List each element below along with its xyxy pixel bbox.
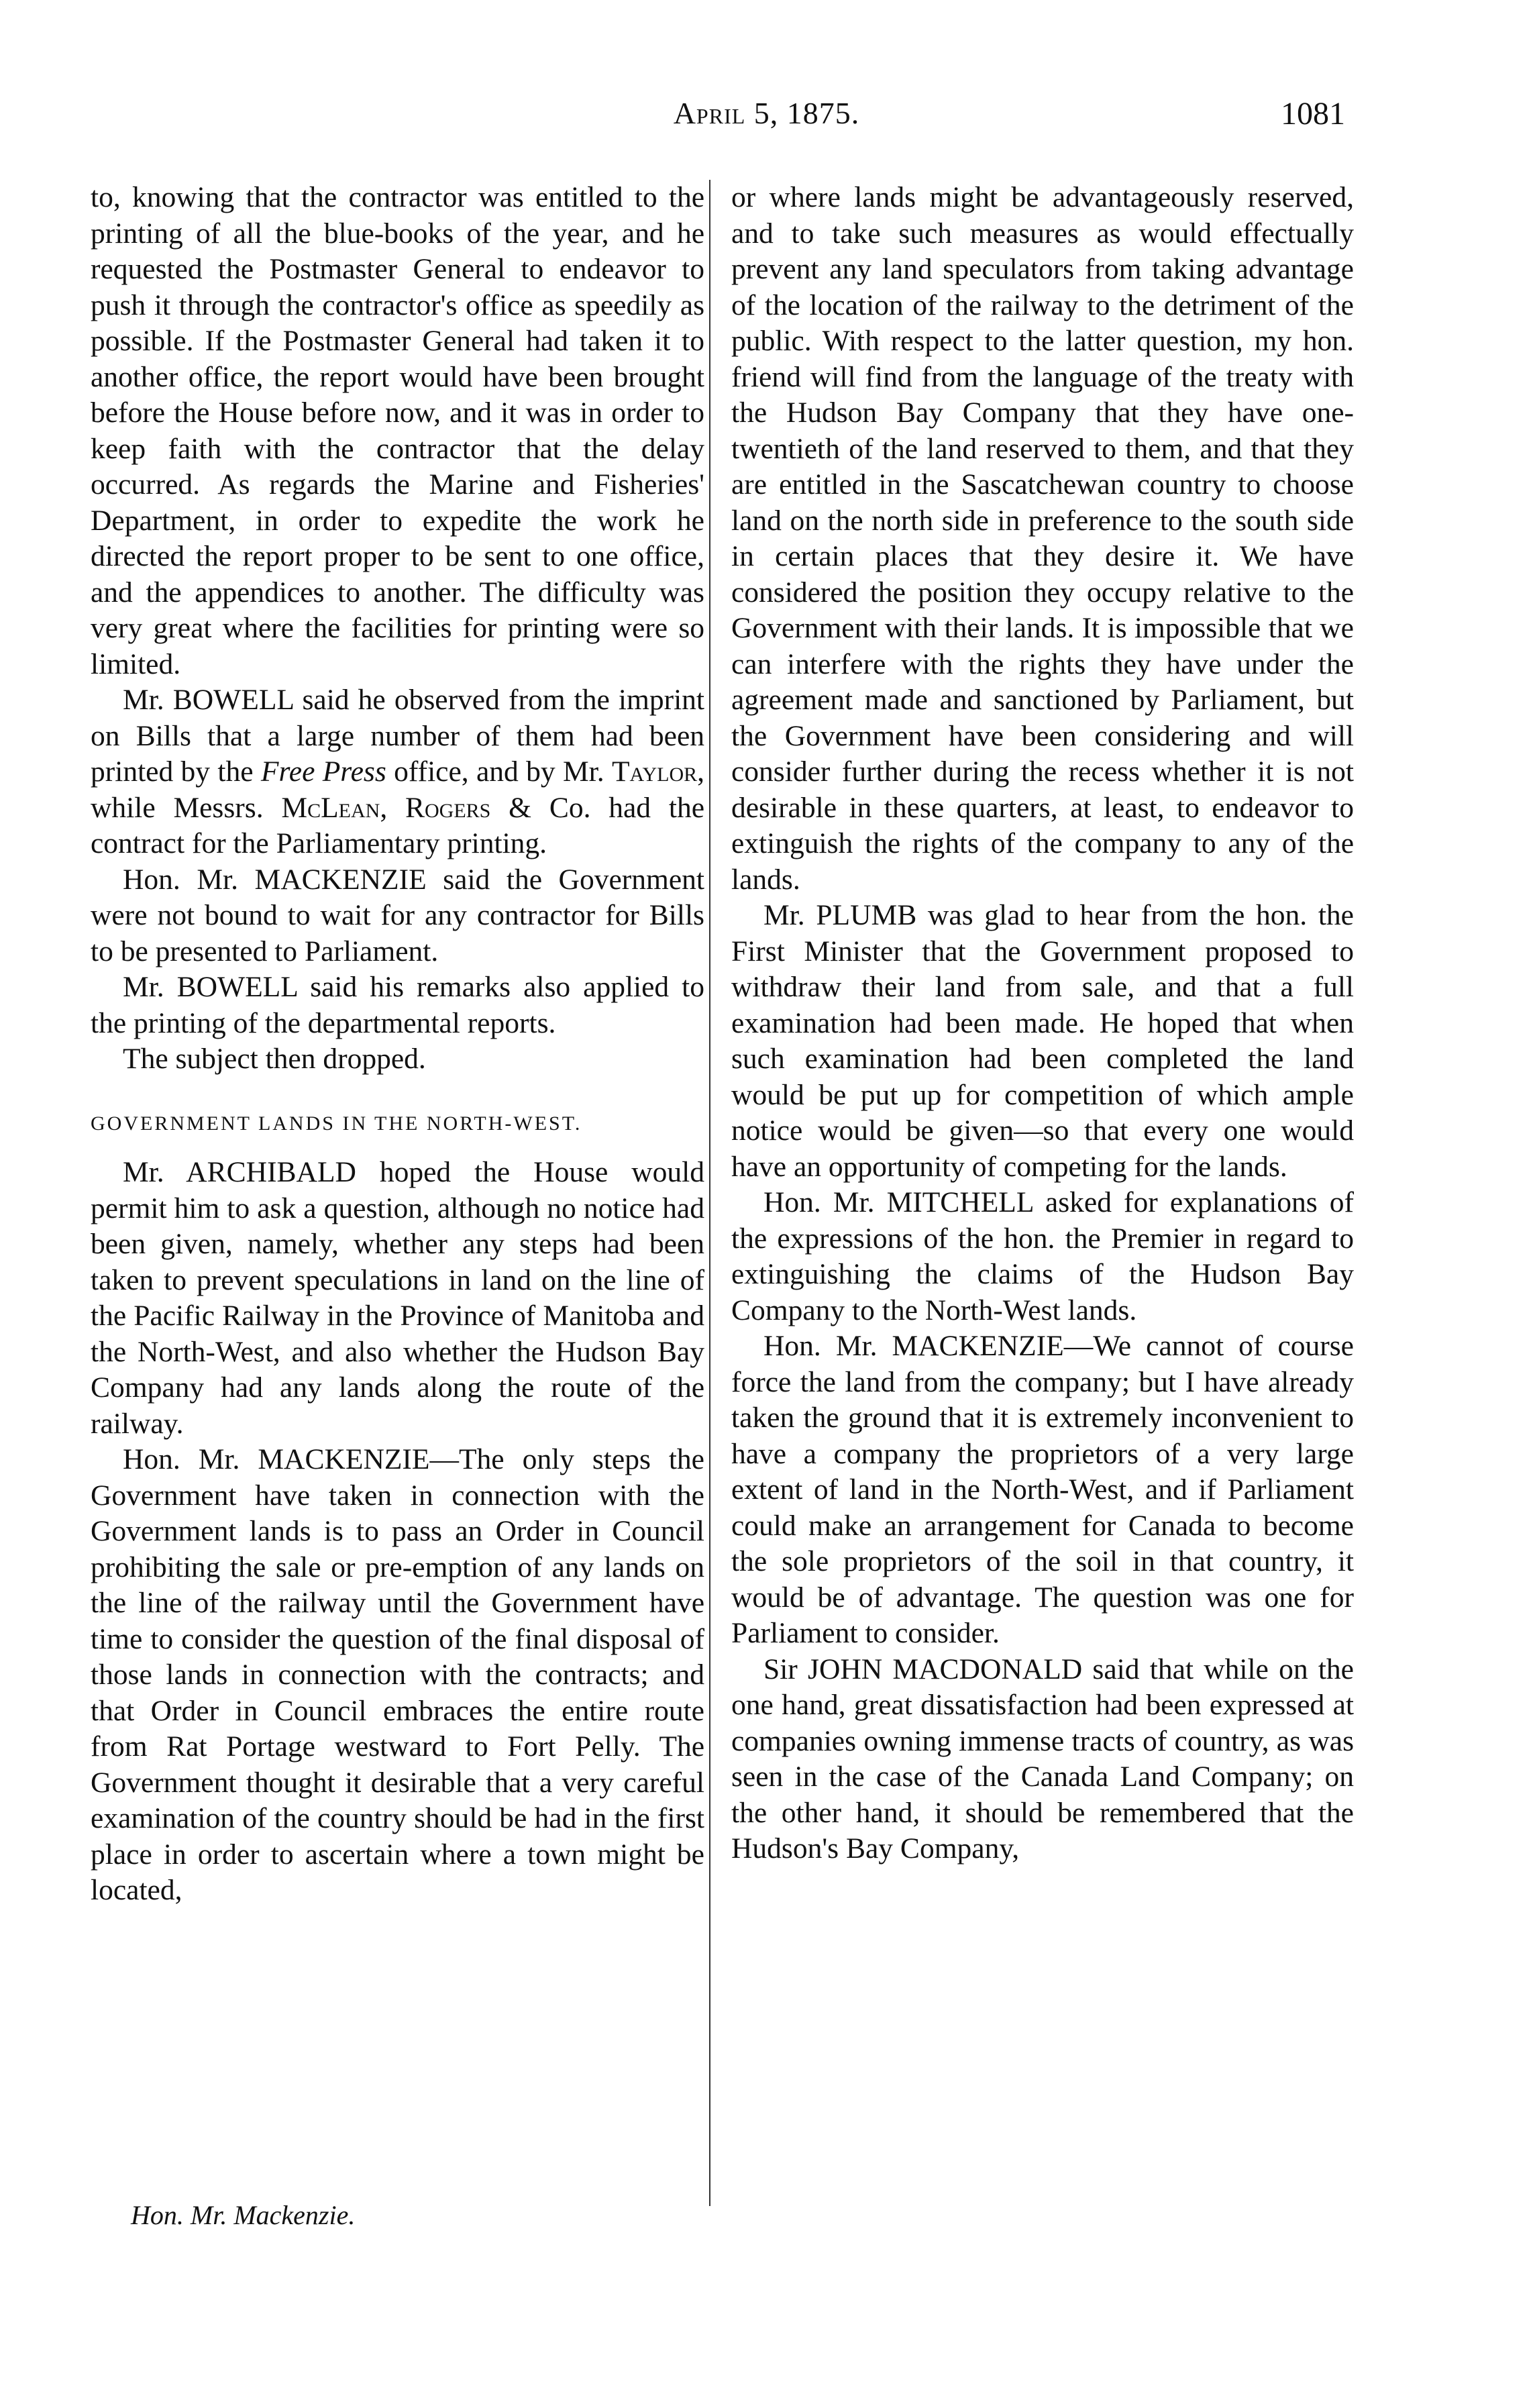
text-run: , while Messrs. bbox=[91, 755, 704, 824]
text-run: office, and by Mr. bbox=[386, 755, 612, 788]
left-column bbox=[91, 180, 704, 1909]
paragraph: to, knowing that the contractor was entitled to the printing of all the blue-books of the year, and he requested the Postmaster General to endeavor to push it through the contractor's office as speedily as possible. If the Postmaster General had taken it to another office, the report would have been brought before the House before now, and it was in order to keep faith with the contractor that the delay occurred. As regards the Marine and Fisheries' Department, in order to expedite the work he directed the report proper to be sent to one office, and the appendices to another. The difficulty was very great where the facilities for printing were so limited. bbox=[91, 181, 704, 680]
mclean-name: McLean bbox=[281, 791, 380, 824]
paragraph: Hon. Mr. MACKENZIE—The only steps the Government have taken in connection with the Government lands is to pass an Order in Council prohibiting the sale or pre-emption of any lands on the line of the railway until the Government have time to consider the question of the final disposal of those lands in connection with the contracts; and that Order in Council embraces the entire route from Rat Portage westward to Fort Pelly. The Government thought it desirable that a very careful examination of the country should be had in the first place in order to ascertain where a town might be located, bbox=[91, 1443, 704, 1906]
paragraph: Hon. Mr. MITCHELL asked for explanations of the expressions of the hon. the Premier in regard to extinguishing the claims of the Hudson Bay Company to the North-West lands. bbox=[731, 1186, 1354, 1326]
paragraph-bowell bbox=[91, 682, 704, 862]
footer-speaker: Hon. Mr. Mackenzie. bbox=[131, 2200, 356, 2230]
free-press-name: Free Press bbox=[260, 755, 386, 788]
text-run: Mr. BOWELL said he observed from the imprint on Bills that a large number of them had been printed by the bbox=[91, 684, 704, 788]
page-date: April 5, 1875. bbox=[673, 96, 860, 130]
paragraph: Mr. PLUMB was glad to hear from the hon. the First Minister that the Government proposed to withdraw their land from sale, and that a full examination had been made. He hoped that when such examination had been completed the land would be put up for competition of which ample notice would be given—so that every one would have an opportunity of competing for the lands. bbox=[731, 899, 1354, 1183]
paragraph: Mr. BOWELL said his remarks also applied to the printing of the departmental reports. bbox=[91, 971, 704, 1039]
section-heading: GOVERNMENT LANDS IN THE NORTH-WEST. bbox=[91, 1112, 582, 1135]
text-run: , bbox=[380, 791, 405, 824]
paragraph: Hon. Mr. MACKENZIE—We cannot of course force the land from the company; but I have already taken the ground that it is extremely inconvenient to have a company the proprietors of a very large extent of land in the North-West, and if Parliament could make an arrangement for Canada to become the sole proprietors of the soil in that country, it would be of advantage. The question was one for Parliament to consider. bbox=[731, 1330, 1354, 1649]
right-column bbox=[731, 180, 1354, 1867]
paragraph: Sir JOHN MACDONALD said that while on the one hand, great dissatisfaction had been expressed at companies owning immense tracts of country, as was seen in the case of the Canada Land Company; on the other hand, it should be remembered that the Hudson's Bay Company, bbox=[731, 1653, 1354, 1865]
column-divider bbox=[709, 180, 710, 2206]
page-header bbox=[0, 95, 1533, 149]
paragraph: or where lands might be advantageously reserved, and to take such measures as would effectually prevent any land speculators from taking advantage of the location of the railway to the detriment of the public. With respect to the latter question, my hon. friend will find from the language of the treaty with the Hudson Bay Company that they have one-twentieth of the land reserved to them, and that they are entitled in the Sascatchewan country to choose land on the north side in preference to the south side in certain places that they desire it. We have considered the position they occupy relative to the Government with their lands. It is impossible that we can interfere with the rights they have under the agreement made and sanctioned by Parliament, but the Government have been considering and will consider further during the recess whether it is not desirable in these quarters, at least, to endeavor to extinguish the rights of the company to any of the lands. bbox=[731, 181, 1354, 896]
paragraph: Mr. ARCHIBALD hoped the House would permit him to ask a question, although no notice had been given, namely, whether any steps had been taken to prevent speculations in land on the line of the Pacific Railway in the Province of Manitoba and the North-West, and also whether the Hudson Bay Company had any lands along the route of the railway. bbox=[91, 1156, 704, 1440]
paragraph: The subject then dropped. bbox=[123, 1043, 426, 1075]
text-run: & Co. had the contract for the Parliamentary printing. bbox=[91, 791, 705, 859]
paragraph: Hon. Mr. MACKENZIE said the Government were not bound to wait for any contractor for Bills to be presented to Parliament. bbox=[91, 863, 704, 967]
page-number: 1081 bbox=[1281, 96, 1345, 132]
rogers-name: Rogers bbox=[405, 791, 491, 824]
taylor-name: Taylor bbox=[611, 755, 698, 788]
